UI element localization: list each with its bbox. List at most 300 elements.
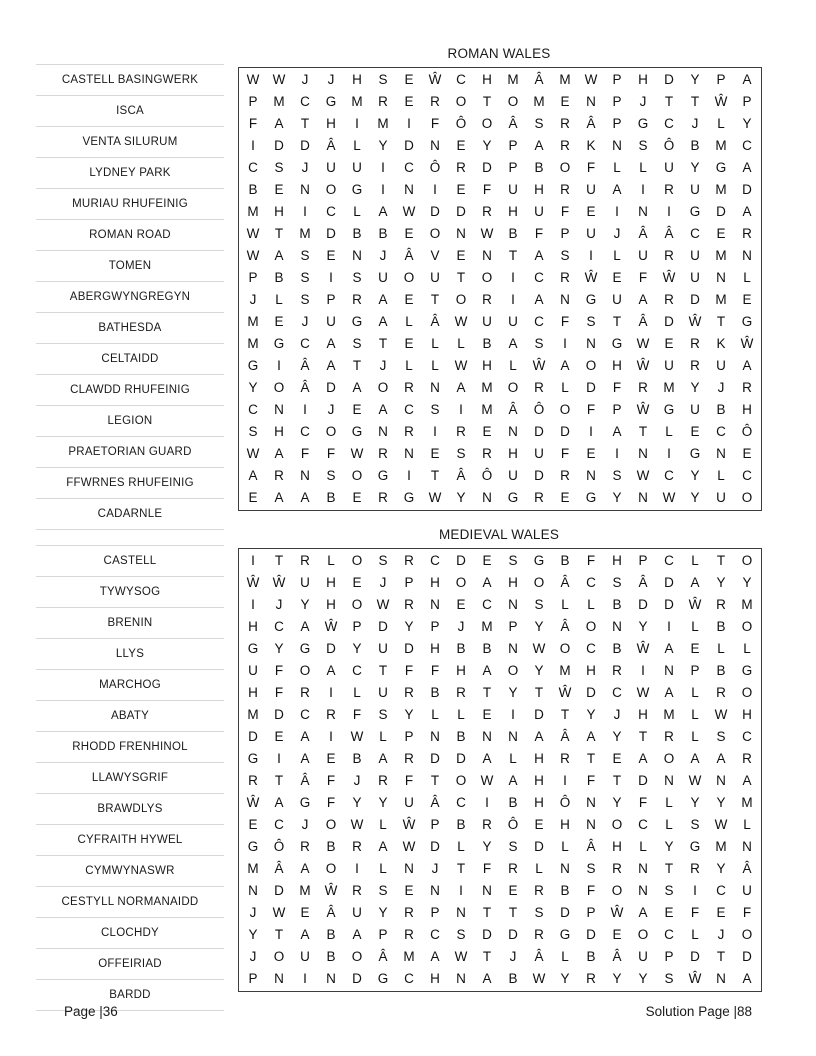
letter-cell: J: [379, 248, 387, 263]
letter-cell: E: [326, 751, 336, 766]
letter-cell: G: [689, 446, 701, 461]
word-list-item: LLAWYSGRIF: [36, 763, 224, 794]
letter-cell: O: [741, 927, 753, 942]
letter-cell: N: [430, 883, 440, 898]
word-list-item: CLOCHDY: [36, 918, 224, 949]
letter-cell: S: [638, 138, 648, 153]
letter-cell: I: [381, 160, 385, 175]
letter-cell: H: [326, 575, 336, 590]
letter-cell: W: [636, 685, 650, 700]
letter-cell: G: [273, 336, 285, 351]
letter-cell: R: [378, 94, 388, 109]
letter-cell: U: [352, 905, 362, 920]
letter-cell: C: [586, 641, 596, 656]
letter-cell: S: [586, 314, 596, 329]
letter-cell: W: [246, 72, 260, 87]
letter-cell: M: [559, 663, 571, 678]
letter-cell: A: [326, 663, 336, 678]
letter-cell: Y: [534, 619, 544, 634]
letter-grid-row: [240, 487, 760, 509]
letter-cell: S: [690, 817, 700, 832]
letter-cell: D: [326, 641, 336, 656]
letter-cell: O: [741, 619, 753, 634]
letter-cell: D: [508, 927, 518, 942]
letter-cell: N: [638, 204, 648, 219]
letter-cell: P: [430, 817, 440, 832]
letter-cell: W: [350, 817, 364, 832]
letter-cell: Â: [534, 72, 544, 87]
letter-cell: N: [456, 226, 466, 241]
letter-cell: M: [663, 380, 675, 395]
letter-cell: O: [455, 94, 467, 109]
letter-cell: A: [742, 358, 752, 373]
letter-cell: W: [376, 597, 390, 612]
letter-cell: L: [561, 839, 569, 854]
letter-cell: L: [457, 336, 465, 351]
letter-grid-row: [240, 333, 760, 355]
letter-cell: T: [716, 553, 726, 568]
letter-cell: H: [742, 707, 752, 722]
letter-cell: Y: [716, 861, 726, 876]
letter-cell: B: [690, 138, 700, 153]
letter-cell: A: [638, 751, 648, 766]
letter-cell: Ŵ: [324, 883, 338, 898]
letter-cell: L: [613, 248, 621, 263]
letter-cell: O: [325, 817, 337, 832]
letter-cell: R: [716, 685, 726, 700]
letter-cell: E: [482, 553, 492, 568]
letter-cell: Y: [560, 971, 570, 986]
letter-cell: W: [246, 446, 260, 461]
word-list-item: OFFEIRIAD: [36, 949, 224, 980]
letter-cell: I: [693, 883, 697, 898]
letter-cell: R: [690, 336, 700, 351]
letter-cell: Y: [378, 905, 388, 920]
letter-cell: M: [481, 619, 493, 634]
letter-cell: T: [430, 468, 440, 483]
letter-cell: P: [690, 663, 700, 678]
letter-cell: Â: [664, 226, 674, 241]
letter-cell: G: [247, 751, 259, 766]
letter-cell: A: [352, 380, 362, 395]
letter-cell: F: [404, 773, 414, 788]
letter-cell: A: [352, 927, 362, 942]
letter-cell: E: [742, 292, 752, 307]
letter-cell: J: [691, 116, 699, 131]
letter-cell: Y: [612, 795, 622, 810]
letter-cell: Ŵ: [272, 575, 286, 590]
letter-grid-row: [240, 594, 760, 616]
letter-cell: N: [482, 490, 492, 505]
word-list-item: BRENIN: [36, 608, 224, 639]
letter-cell: H: [586, 663, 596, 678]
letter-cell: F: [534, 226, 544, 241]
letter-cell: J: [457, 619, 465, 634]
letter-cell: P: [378, 927, 388, 942]
letter-cell: U: [300, 575, 310, 590]
letter-cell: Â: [274, 861, 284, 876]
letter-cell: D: [560, 905, 570, 920]
letter-cell: R: [404, 553, 414, 568]
letter-cell: W: [454, 358, 468, 373]
letter-cell: R: [664, 248, 674, 263]
letter-cell: I: [277, 358, 281, 373]
letter-cell: I: [303, 204, 307, 219]
letter-cell: Â: [300, 358, 310, 373]
letter-cell: Â: [508, 116, 518, 131]
letter-cell: L: [379, 861, 387, 876]
letter-cell: D: [430, 751, 440, 766]
letter-cell: B: [586, 949, 596, 964]
letter-cell: E: [456, 138, 466, 153]
letter-cell: A: [378, 839, 388, 854]
letter-cell: Â: [638, 226, 648, 241]
letter-cell: L: [743, 641, 751, 656]
letter-cell: S: [560, 248, 570, 263]
letter-cell: Ô: [559, 795, 571, 810]
letter-cell: P: [742, 94, 752, 109]
letter-cell: Y: [690, 490, 700, 505]
letter-cell: R: [482, 204, 492, 219]
letter-cell: W: [272, 72, 286, 87]
letter-cell: A: [508, 336, 518, 351]
word-list-item: CESTYLL NORMANAIDD: [36, 887, 224, 918]
letter-cell: H: [612, 839, 622, 854]
letter-cell: T: [638, 729, 648, 744]
letter-cell: T: [690, 94, 700, 109]
letter-cell: V: [430, 248, 440, 263]
word-list-item: ROMAN ROAD: [36, 220, 224, 251]
letter-cell: E: [326, 248, 336, 263]
letter-cell: Ô: [533, 402, 545, 417]
letter-cell: R: [352, 839, 362, 854]
letter-cell: W: [428, 490, 442, 505]
letter-cell: N: [716, 971, 726, 986]
letter-cell: U: [716, 490, 726, 505]
letter-cell: Ô: [507, 817, 519, 832]
letter-cell: F: [274, 685, 284, 700]
letter-cell: L: [665, 817, 673, 832]
letter-cell: Ô: [481, 468, 493, 483]
letter-cell: R: [300, 839, 310, 854]
letter-cell: P: [586, 905, 596, 920]
letter-cell: F: [482, 182, 492, 197]
letter-cell: Â: [300, 380, 310, 395]
letter-cell: H: [638, 72, 648, 87]
letter-cell: H: [534, 182, 544, 197]
letter-cell: F: [352, 707, 362, 722]
letter-cell: Â: [430, 795, 440, 810]
letter-cell: S: [326, 468, 336, 483]
word-list-item: CADARNLE: [36, 499, 224, 530]
letter-cell: O: [741, 490, 753, 505]
letter-cell: U: [586, 226, 596, 241]
letter-cell: U: [586, 182, 596, 197]
letter-cell: I: [615, 446, 619, 461]
letter-cell: J: [249, 292, 257, 307]
letter-cell: B: [482, 336, 492, 351]
letter-cell: A: [378, 292, 388, 307]
letter-cell: Â: [560, 729, 570, 744]
letter-cell: C: [300, 336, 310, 351]
letter-cell: S: [534, 116, 544, 131]
letter-cell: Â: [638, 575, 648, 590]
letter-cell: L: [275, 292, 283, 307]
letter-cell: L: [613, 160, 621, 175]
letter-cell: I: [277, 751, 281, 766]
letter-cell: O: [585, 358, 597, 373]
letter-cell: R: [378, 773, 388, 788]
letter-cell: A: [534, 292, 544, 307]
letter-cell: C: [456, 72, 466, 87]
letter-cell: A: [300, 751, 310, 766]
letter-cell: O: [299, 663, 311, 678]
letter-cell: T: [586, 751, 596, 766]
letter-cell: G: [247, 839, 259, 854]
letter-cell: E: [352, 575, 362, 590]
letter-cell: L: [691, 707, 699, 722]
letter-cell: P: [248, 270, 258, 285]
letter-cell: O: [455, 773, 467, 788]
letter-cell: N: [482, 248, 492, 263]
letter-cell: A: [742, 72, 752, 87]
letter-cell: F: [274, 663, 284, 678]
letter-cell: P: [508, 619, 518, 634]
letter-cell: S: [378, 72, 388, 87]
letter-cell: R: [404, 685, 414, 700]
letter-cell: Y: [742, 575, 752, 590]
letter-cell: R: [612, 861, 622, 876]
letter-cell: L: [431, 336, 439, 351]
letter-cell: M: [403, 949, 415, 964]
word-list-item: LEGION: [36, 406, 224, 437]
letter-cell: E: [404, 94, 414, 109]
letter-cell: T: [664, 861, 674, 876]
letter-cell: D: [586, 927, 596, 942]
letter-cell: Â: [378, 949, 388, 964]
letter-grid-row: [240, 660, 760, 682]
letter-cell: H: [534, 795, 544, 810]
letter-cell: Ŵ: [558, 685, 572, 700]
letter-cell: Ŵ: [688, 597, 702, 612]
letter-cell: B: [378, 226, 388, 241]
letter-grid-wrap-roman: [238, 67, 762, 511]
letter-cell: R: [248, 773, 258, 788]
letter-grid-row: [240, 682, 760, 704]
letter-cell: I: [511, 292, 515, 307]
word-list-item: ABERGWYNGREGYN: [36, 282, 224, 313]
letter-cell: O: [559, 402, 571, 417]
letter-cell: Â: [612, 949, 622, 964]
letter-cell: J: [379, 575, 387, 590]
letter-cell: O: [351, 468, 363, 483]
letter-cell: R: [482, 446, 492, 461]
letter-cell: P: [352, 619, 362, 634]
letter-cell: P: [404, 729, 414, 744]
letter-cell: I: [589, 424, 593, 439]
letter-cell: C: [404, 160, 414, 175]
letter-cell: P: [404, 575, 414, 590]
letter-cell: M: [481, 402, 493, 417]
letter-cell: S: [300, 270, 310, 285]
letter-cell: I: [355, 116, 359, 131]
letter-cell: L: [561, 380, 569, 395]
letter-cell: R: [404, 751, 414, 766]
letter-cell: Y: [612, 490, 622, 505]
letter-cell: J: [613, 707, 621, 722]
letter-cell: B: [326, 490, 336, 505]
letter-cell: Ŵ: [246, 575, 260, 590]
letter-cell: R: [430, 94, 440, 109]
letter-grid-row: [240, 814, 760, 836]
letter-cell: Ŵ: [636, 641, 650, 656]
letter-cell: C: [534, 314, 544, 329]
letter-cell: M: [559, 72, 571, 87]
letter-cell: U: [612, 292, 622, 307]
letter-cell: G: [299, 795, 311, 810]
letter-cell: Â: [534, 949, 544, 964]
letter-cell: Â: [586, 839, 596, 854]
letter-cell: Â: [456, 468, 466, 483]
letter-cell: C: [586, 575, 596, 590]
letter-grid-row: [240, 748, 760, 770]
letter-cell: Â: [742, 861, 752, 876]
letter-cell: P: [560, 226, 570, 241]
puzzle-title-medieval: MEDIEVAL WALES: [438, 527, 560, 542]
letter-cell: O: [585, 619, 597, 634]
letter-cell: H: [430, 575, 440, 590]
letter-cell: U: [664, 160, 674, 175]
letter-cell: Ŵ: [324, 619, 338, 634]
letter-cell: A: [274, 490, 284, 505]
letter-cell: D: [664, 72, 674, 87]
letter-cell: B: [716, 663, 726, 678]
letter-cell: B: [716, 619, 726, 634]
letter-cell: I: [641, 663, 645, 678]
letter-cell: E: [274, 182, 284, 197]
letter-cell: W: [662, 490, 676, 505]
letter-cell: F: [430, 116, 440, 131]
letter-cell: C: [300, 424, 310, 439]
letter-cell: F: [482, 861, 492, 876]
word-list-item: LYDNEY PARK: [36, 158, 224, 189]
letter-cell: N: [508, 424, 518, 439]
letter-cell: S: [300, 248, 310, 263]
letter-cell: J: [301, 160, 309, 175]
word-list-item: FFWRNES RHUFEINIG: [36, 468, 224, 499]
letter-cell: T: [300, 116, 310, 131]
letter-cell: L: [743, 817, 751, 832]
letter-cell: Â: [326, 138, 336, 153]
letter-grid-row: [240, 311, 760, 333]
letter-cell: G: [247, 358, 259, 373]
letter-cell: W: [584, 72, 598, 87]
letter-cell: F: [326, 773, 336, 788]
letter-grid-row: [240, 355, 760, 377]
letter-cell: L: [691, 927, 699, 942]
letter-grid-row: [240, 289, 760, 311]
letter-cell: S: [612, 468, 622, 483]
letter-cell: I: [667, 446, 671, 461]
letter-grid-row: [240, 946, 760, 968]
word-list-item: LLYS: [36, 639, 224, 670]
letter-cell: W: [636, 336, 650, 351]
letter-cell: O: [455, 575, 467, 590]
letter-cell: A: [508, 773, 518, 788]
letter-cell: Â: [586, 116, 596, 131]
letter-cell: S: [534, 905, 544, 920]
letter-cell: R: [274, 468, 284, 483]
letter-cell: J: [509, 949, 517, 964]
letter-cell: T: [352, 358, 362, 373]
letter-cell: A: [274, 116, 284, 131]
letter-cell: Ô: [741, 424, 753, 439]
letter-cell: N: [404, 446, 414, 461]
footer-page-number: Page |36: [64, 1004, 118, 1019]
letter-grid-row: [240, 443, 760, 465]
letter-cell: C: [482, 597, 492, 612]
letter-cell: B: [456, 641, 466, 656]
letter-cell: Y: [352, 641, 362, 656]
letter-cell: A: [248, 468, 258, 483]
letter-cell: T: [482, 685, 492, 700]
letter-cell: I: [251, 553, 255, 568]
letter-cell: L: [379, 729, 387, 744]
letter-cell: E: [404, 336, 414, 351]
letter-cell: U: [404, 795, 414, 810]
letter-cell: E: [586, 446, 596, 461]
letter-cell: P: [612, 402, 622, 417]
letter-grid-row: [240, 902, 760, 924]
letter-cell: F: [612, 380, 622, 395]
letter-cell: G: [351, 424, 363, 439]
letter-cell: Y: [404, 707, 414, 722]
letter-cell: Ŵ: [688, 314, 702, 329]
letter-cell: O: [559, 160, 571, 175]
letter-cell: G: [611, 336, 623, 351]
puzzle-title-roman: ROMAN WALES: [447, 46, 551, 61]
letter-cell: S: [456, 446, 466, 461]
word-list-item: CELTAIDD: [36, 344, 224, 375]
letter-cell: C: [456, 795, 466, 810]
letter-cell: R: [560, 116, 570, 131]
letter-cell: D: [404, 641, 414, 656]
letter-cell: C: [534, 270, 544, 285]
letter-cell: Y: [586, 707, 596, 722]
letter-cell: A: [534, 729, 544, 744]
letter-cell: U: [508, 314, 518, 329]
letter-cell: M: [715, 292, 727, 307]
letter-cell: H: [274, 204, 284, 219]
letter-cell: H: [742, 402, 752, 417]
word-list-item: BRAWDLYS: [36, 794, 224, 825]
letter-cell: Y: [248, 380, 258, 395]
letter-cell: U: [638, 949, 648, 964]
letter-cell: C: [612, 685, 622, 700]
letter-cell: C: [300, 94, 310, 109]
letter-cell: U: [534, 446, 544, 461]
letter-cell: T: [482, 905, 492, 920]
letter-cell: Â: [404, 248, 414, 263]
letter-grid-row: [240, 638, 760, 660]
letter-cell: O: [325, 182, 337, 197]
letter-cell: C: [716, 883, 726, 898]
letter-cell: J: [717, 380, 725, 395]
letter-cell: U: [248, 663, 258, 678]
letter-cell: O: [663, 751, 675, 766]
letter-cell: Y: [404, 619, 414, 634]
letter-cell: M: [481, 380, 493, 395]
